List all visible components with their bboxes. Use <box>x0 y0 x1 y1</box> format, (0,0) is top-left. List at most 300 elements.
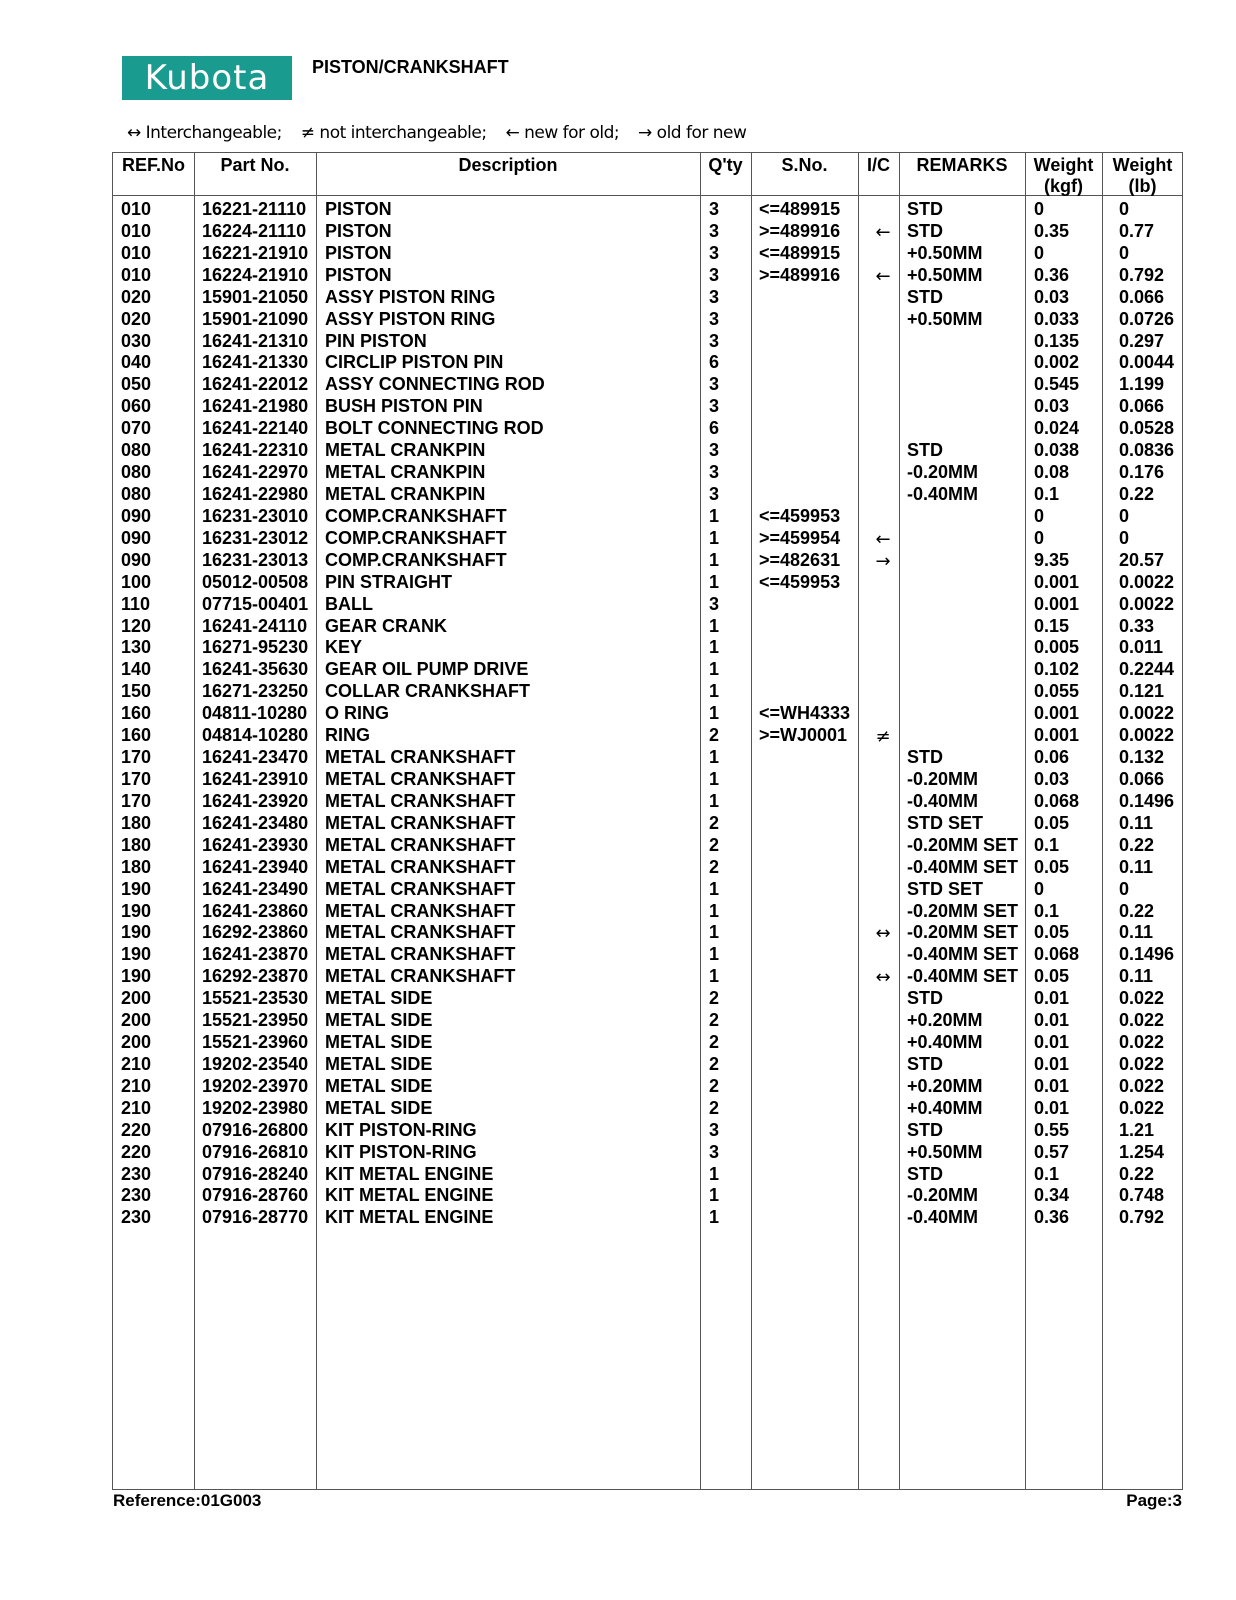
remarks-cell: +0.20MM <box>907 1010 983 1031</box>
weight-lb-cell: 0.011 <box>1119 637 1164 658</box>
qty-cell: 2 <box>709 1032 720 1053</box>
description-cell: COMP.CRANKSHAFT <box>325 505 507 526</box>
table-row <box>113 987 1182 1009</box>
ref-no-cell: 150 <box>121 681 152 702</box>
ref-no-cell: 040 <box>121 352 152 373</box>
weight-lb-cell: 0.1496 <box>1119 944 1175 965</box>
weight-lb-cell: 0.022 <box>1119 1097 1165 1118</box>
qty-cell: 3 <box>709 396 720 417</box>
weight-kgf-cell: 0 <box>1034 199 1045 219</box>
weight-kgf-cell: 0.01 <box>1034 1075 1070 1096</box>
description-cell: METAL SIDE <box>325 1010 433 1031</box>
description-cell: KIT PISTON-RING <box>325 1119 477 1140</box>
weight-lb-cell: 0.77 <box>1119 220 1155 241</box>
weight-kgf-cell: 0.001 <box>1034 593 1080 614</box>
qty-cell: 3 <box>709 483 720 504</box>
description-cell: METAL SIDE <box>325 988 433 1009</box>
description-cell: O RING <box>325 703 390 724</box>
table-row <box>113 242 1182 264</box>
table-row <box>113 461 1182 483</box>
interchange-cell: ↔ <box>875 967 891 989</box>
table-row <box>113 1163 1182 1185</box>
remarks-cell: -0.40MM SET <box>907 944 1019 965</box>
weight-lb-cell: 0.121 <box>1119 681 1165 702</box>
qty-cell: 1 <box>709 944 720 965</box>
ref-no-cell: 010 <box>121 242 152 263</box>
weight-lb-cell: 0.0044 <box>1119 352 1175 373</box>
qty-cell: 3 <box>709 1119 720 1140</box>
weight-kgf-cell: 0.033 <box>1034 308 1080 329</box>
parts-table <box>112 152 1183 1490</box>
ref-no-cell: 070 <box>121 418 152 439</box>
ref-no-cell: 200 <box>121 1032 152 1053</box>
part-no-cell: 04811-10280 <box>202 703 308 724</box>
table-row <box>113 615 1182 637</box>
weight-kgf-cell: 9.35 <box>1034 549 1070 570</box>
weight-lb-cell: 0.022 <box>1119 988 1165 1009</box>
part-no-cell: 16241-23860 <box>202 900 309 921</box>
table-row <box>113 286 1182 308</box>
ref-no-cell: 160 <box>121 703 152 724</box>
weight-kgf-cell: 0.024 <box>1034 418 1080 439</box>
weight-kgf-cell: 0 <box>1034 527 1045 548</box>
part-no-cell: 16241-23470 <box>202 747 309 768</box>
legend-interchangeable: ↔ Interchangeable; <box>127 123 282 143</box>
description-cell: KIT METAL ENGINE <box>325 1163 494 1184</box>
part-no-cell: 16241-23870 <box>202 944 309 965</box>
description-cell: METAL CRANKSHAFT <box>325 944 516 965</box>
part-no-cell: 07715-00401 <box>202 593 309 614</box>
table-row <box>113 220 1182 242</box>
ref-no-cell: 100 <box>121 571 152 592</box>
description-cell: BUSH PISTON PIN <box>325 396 483 417</box>
remarks-cell: +0.50MM <box>907 242 983 263</box>
weight-lb-cell: 0.22 <box>1119 483 1155 504</box>
part-no-cell: 16241-23920 <box>202 790 309 811</box>
serial-no-cell: >=489916 <box>759 264 841 285</box>
description-cell: CIRCLIP PISTON PIN <box>325 352 504 373</box>
serial-no-cell: >=489916 <box>759 220 841 241</box>
interchange-cell: ← <box>875 528 891 550</box>
ref-no-cell: 200 <box>121 988 152 1009</box>
weight-kgf-cell: 0.1 <box>1034 900 1060 921</box>
table-row <box>113 373 1182 395</box>
weight-kgf-cell: 0 <box>1034 505 1045 526</box>
weight-lb-cell: 0.0022 <box>1119 703 1175 724</box>
remarks-cell: -0.20MM SET <box>907 834 1019 855</box>
part-no-cell: 15521-23960 <box>202 1032 309 1053</box>
weight-lb-cell: 0.11 <box>1119 812 1154 833</box>
weight-kgf-cell: 0.545 <box>1034 374 1080 395</box>
weight-kgf-cell: 0.1 <box>1034 834 1060 855</box>
weight-kgf-cell: 0.01 <box>1034 1097 1070 1118</box>
weight-kgf-cell: 0.34 <box>1034 1185 1070 1206</box>
weight-lb-cell: 0.0726 <box>1119 308 1175 329</box>
part-no-cell: 07916-28760 <box>202 1185 309 1206</box>
part-no-cell: 16221-21110 <box>202 199 307 219</box>
weight-lb-cell: 0.022 <box>1119 1032 1165 1053</box>
qty-cell: 3 <box>709 286 720 307</box>
table-row <box>113 1031 1182 1053</box>
table-row <box>113 1206 1182 1228</box>
part-no-cell: 15521-23530 <box>202 988 309 1009</box>
page-title: PISTON/CRANKSHAFT <box>312 57 509 77</box>
table-row <box>113 330 1182 352</box>
weight-kgf-cell: 0.05 <box>1034 966 1070 987</box>
qty-cell: 6 <box>709 352 720 373</box>
weight-lb-cell: 0.2244 <box>1119 659 1175 680</box>
weight-lb-cell: 0.0528 <box>1119 418 1175 439</box>
weight-kgf-cell: 0.03 <box>1034 396 1070 417</box>
qty-cell: 1 <box>709 505 720 526</box>
ref-no-cell: 090 <box>121 505 152 526</box>
weight-lb-cell: 0.792 <box>1119 1207 1165 1228</box>
remarks-cell: STD <box>907 440 943 461</box>
description-cell: METAL CRANKSHAFT <box>325 790 516 811</box>
kubota-logo: Kubota <box>122 56 292 100</box>
table-row <box>113 746 1182 768</box>
interchange-cell: ← <box>875 221 891 243</box>
remarks-cell: +0.40MM <box>907 1032 983 1053</box>
ref-no-cell: 020 <box>121 286 152 307</box>
table-row <box>113 724 1182 746</box>
description-cell: METAL CRANKSHAFT <box>325 966 516 987</box>
interchange-legend <box>127 123 760 143</box>
table-row <box>113 483 1182 505</box>
serial-no-cell: >=WJ0001 <box>759 725 848 746</box>
part-no-cell: 16221-21910 <box>202 242 309 263</box>
ref-no-cell: 180 <box>121 834 152 855</box>
part-no-cell: 16241-21980 <box>202 396 309 417</box>
table-row <box>113 593 1182 615</box>
weight-kgf-cell: 0 <box>1034 242 1045 263</box>
ref-no-cell: 080 <box>121 440 152 461</box>
description-cell: PISTON <box>325 220 392 241</box>
ref-no-cell: 010 <box>121 264 152 285</box>
part-no-cell: 16292-23870 <box>202 966 309 987</box>
weight-lb-cell: 0.11 <box>1119 966 1154 987</box>
ref-no-cell: 190 <box>121 922 152 943</box>
qty-cell: 2 <box>709 725 720 746</box>
description-cell: BALL <box>325 593 373 614</box>
weight-kgf-cell: 0.36 <box>1034 264 1070 285</box>
qty-cell: 3 <box>709 462 720 483</box>
qty-cell: 6 <box>709 418 720 439</box>
weight-lb-cell: 0 <box>1119 505 1130 526</box>
description-cell: METAL CRANKPIN <box>325 483 486 504</box>
weight-lb-cell: 0.22 <box>1119 900 1155 921</box>
description-cell: ASSY PISTON RING <box>325 286 496 307</box>
part-no-cell: 16241-23480 <box>202 812 309 833</box>
ref-no-cell: 060 <box>121 396 152 417</box>
remarks-cell: -0.40MM <box>907 1207 979 1228</box>
table-row <box>113 527 1182 549</box>
ref-no-cell: 210 <box>121 1097 152 1118</box>
weight-lb-cell: 0.11 <box>1119 856 1154 877</box>
weight-kgf-cell: 0.1 <box>1034 483 1060 504</box>
table-row <box>113 571 1182 593</box>
qty-cell: 2 <box>709 1053 720 1074</box>
serial-no-cell: <=WH4333 <box>759 703 851 724</box>
remarks-cell: STD <box>907 747 943 768</box>
remarks-cell: -0.40MM <box>907 483 979 504</box>
ref-no-cell: 020 <box>121 308 152 329</box>
weight-kgf-cell: 0.05 <box>1034 922 1070 943</box>
weight-lb-cell: 0.22 <box>1119 834 1155 855</box>
description-cell: METAL SIDE <box>325 1053 433 1074</box>
table-row <box>113 198 1182 220</box>
ref-no-cell: 230 <box>121 1163 152 1184</box>
ref-no-cell: 230 <box>121 1185 152 1206</box>
description-cell: METAL CRANKSHAFT <box>325 900 516 921</box>
table-row <box>113 878 1182 900</box>
weight-kgf-cell: 0.01 <box>1034 1010 1070 1031</box>
part-no-cell: 19202-23540 <box>202 1053 309 1074</box>
remarks-cell: -0.20MM SET <box>907 922 1019 943</box>
description-cell: METAL CRANKSHAFT <box>325 922 516 943</box>
weight-lb-cell: 0.0022 <box>1119 593 1175 614</box>
serial-no-cell: >=459954 <box>759 527 841 548</box>
qty-cell: 3 <box>709 374 720 395</box>
ref-no-cell: 050 <box>121 374 152 395</box>
header-description: Description <box>458 155 558 175</box>
part-no-cell: 16231-23010 <box>202 505 309 526</box>
table-row <box>113 900 1182 922</box>
part-no-cell: 16241-22970 <box>202 462 309 483</box>
qty-cell: 1 <box>709 615 720 636</box>
weight-kgf-cell: 0.102 <box>1034 659 1080 680</box>
ref-no-cell: 210 <box>121 1053 152 1074</box>
ref-no-cell: 190 <box>121 878 152 899</box>
description-cell: KIT PISTON-RING <box>325 1141 477 1162</box>
qty-cell: 1 <box>709 1185 720 1206</box>
qty-cell: 3 <box>709 440 720 461</box>
part-no-cell: 16241-22140 <box>202 418 309 439</box>
qty-cell: 2 <box>709 834 720 855</box>
remarks-cell: +0.50MM <box>907 308 983 329</box>
weight-kgf-cell: 0.55 <box>1034 1119 1070 1140</box>
remarks-cell: STD <box>907 220 943 241</box>
description-cell: COLLAR CRANKSHAFT <box>325 681 530 702</box>
weight-kgf-cell: 0.36 <box>1034 1207 1070 1228</box>
legend-not-interchangeable: ≠ not interchangeable; <box>300 123 487 143</box>
qty-cell: 3 <box>709 1141 720 1162</box>
qty-cell: 3 <box>709 199 720 219</box>
ref-no-cell: 010 <box>121 199 152 219</box>
table-row <box>113 943 1182 965</box>
description-cell: PISTON <box>325 264 392 285</box>
ref-no-cell: 210 <box>121 1075 152 1096</box>
remarks-cell: -0.40MM <box>907 790 979 811</box>
weight-kgf-cell: 0.35 <box>1034 220 1070 241</box>
qty-cell: 3 <box>709 220 720 241</box>
qty-cell: 3 <box>709 264 720 285</box>
weight-lb-cell: 0.066 <box>1119 768 1165 789</box>
part-no-cell: 16241-22310 <box>202 440 309 461</box>
remarks-cell: STD <box>907 1119 943 1140</box>
legend-new-for-old: ← new for old; <box>505 123 620 143</box>
table-row <box>113 856 1182 878</box>
qty-cell: 1 <box>709 703 720 724</box>
weight-kgf-cell: 0.038 <box>1034 440 1080 461</box>
description-cell: METAL CRANKSHAFT <box>325 856 516 877</box>
ref-no-cell: 140 <box>121 659 152 680</box>
table-row <box>113 658 1182 680</box>
table-row <box>113 1119 1182 1141</box>
description-cell: METAL CRANKSHAFT <box>325 878 516 899</box>
weight-kgf-cell: 0.1 <box>1034 1163 1060 1184</box>
weight-kgf-cell: 0.068 <box>1034 790 1080 811</box>
weight-lb-cell: 0.22 <box>1119 1163 1155 1184</box>
part-no-cell: 15901-21090 <box>202 308 309 329</box>
table-row <box>113 308 1182 330</box>
ref-no-cell: 180 <box>121 812 152 833</box>
remarks-cell: +0.50MM <box>907 1141 983 1162</box>
ref-no-cell: 130 <box>121 637 152 658</box>
qty-cell: 2 <box>709 988 720 1009</box>
description-cell: ASSY PISTON RING <box>325 308 496 329</box>
remarks-cell: -0.20MM SET <box>907 900 1019 921</box>
part-no-cell: 16241-24110 <box>202 615 308 636</box>
serial-no-cell: <=459953 <box>759 505 841 526</box>
ref-no-cell: 170 <box>121 747 152 768</box>
weight-kgf-cell: 0.57 <box>1034 1141 1070 1162</box>
table-row <box>113 264 1182 286</box>
weight-kgf-cell: 0.08 <box>1034 462 1070 483</box>
weight-kgf-cell: 0.01 <box>1034 988 1070 1009</box>
description-cell: GEAR OIL PUMP DRIVE <box>325 659 529 680</box>
part-no-cell: 16241-23910 <box>202 768 309 789</box>
remarks-cell: STD SET <box>907 878 984 899</box>
table-row <box>113 351 1182 373</box>
weight-kgf-cell: 0.01 <box>1034 1032 1070 1053</box>
weight-kgf-cell: 0.15 <box>1034 615 1070 636</box>
header-qty: Q'ty <box>708 155 743 175</box>
weight-kgf-cell: 0.135 <box>1034 330 1080 351</box>
part-no-cell: 16241-21330 <box>202 352 309 373</box>
weight-lb-cell: 0 <box>1119 199 1130 219</box>
qty-cell: 1 <box>709 747 720 768</box>
weight-lb-cell: 0.022 <box>1119 1075 1165 1096</box>
table-row <box>113 1097 1182 1119</box>
part-no-cell: 04814-10280 <box>202 725 309 746</box>
interchange-cell: → <box>875 550 891 572</box>
table-row <box>113 636 1182 658</box>
header-sno: S.No. <box>781 155 828 175</box>
remarks-cell: STD <box>907 286 943 307</box>
ref-no-cell: 110 <box>121 593 151 614</box>
remarks-cell: STD SET <box>907 812 984 833</box>
description-cell: GEAR CRANK <box>325 615 448 636</box>
table-body <box>113 198 1182 1228</box>
ref-no-cell: 030 <box>121 330 152 351</box>
remarks-cell: -0.20MM <box>907 1185 979 1206</box>
description-cell: METAL CRANKSHAFT <box>325 747 516 768</box>
description-cell: COMP.CRANKSHAFT <box>325 549 507 570</box>
part-no-cell: 16231-23012 <box>202 527 309 548</box>
weight-lb-cell: 0.0022 <box>1119 725 1175 746</box>
weight-lb-cell: 0 <box>1119 242 1130 263</box>
qty-cell: 1 <box>709 659 720 680</box>
part-no-cell: 16241-23490 <box>202 878 309 899</box>
reference-code: Reference:01G003 <box>113 1491 262 1510</box>
table-row <box>113 702 1182 724</box>
qty-cell: 1 <box>709 900 720 921</box>
description-cell: PISTON <box>325 199 392 219</box>
weight-lb-cell: 1.199 <box>1119 374 1165 395</box>
ref-no-cell: 170 <box>121 768 152 789</box>
table-row <box>113 505 1182 527</box>
part-no-cell: 15521-23950 <box>202 1010 309 1031</box>
interchange-cell: ≠ <box>875 726 891 748</box>
weight-lb-cell: 0.066 <box>1119 396 1165 417</box>
qty-cell: 1 <box>709 1163 720 1184</box>
part-no-cell: 07916-26810 <box>202 1141 309 1162</box>
qty-cell: 1 <box>709 922 720 943</box>
qty-cell: 1 <box>709 1207 720 1228</box>
part-no-cell: 16231-23013 <box>202 549 309 570</box>
remarks-cell: +0.20MM <box>907 1075 983 1096</box>
qty-cell: 3 <box>709 593 720 614</box>
weight-kgf-cell: 0.001 <box>1034 571 1080 592</box>
ref-no-cell: 170 <box>121 790 152 811</box>
description-cell: METAL CRANKSHAFT <box>325 812 516 833</box>
ref-no-cell: 230 <box>121 1207 152 1228</box>
table-row <box>113 1141 1182 1163</box>
weight-kgf-cell: 0.05 <box>1034 856 1070 877</box>
weight-kgf-cell: 0.055 <box>1034 681 1080 702</box>
qty-cell: 2 <box>709 1097 720 1118</box>
weight-kgf-cell: 0.03 <box>1034 286 1070 307</box>
header-part: Part No. <box>220 155 290 175</box>
qty-cell: 3 <box>709 242 720 263</box>
weight-lb-cell: 0.022 <box>1119 1010 1165 1031</box>
qty-cell: 2 <box>709 812 720 833</box>
qty-cell: 1 <box>709 790 720 811</box>
qty-cell: 2 <box>709 1075 720 1096</box>
weight-lb-cell: 0.132 <box>1119 747 1165 768</box>
description-cell: METAL CRANKPIN <box>325 462 486 483</box>
qty-cell: 1 <box>709 768 720 789</box>
weight-lb-cell: 1.254 <box>1119 1141 1165 1162</box>
description-cell: KEY <box>325 637 363 658</box>
header-weight-lb: Weight (lb) <box>1112 155 1173 196</box>
weight-lb-cell: 0 <box>1119 527 1130 548</box>
remarks-cell: -0.20MM <box>907 462 979 483</box>
description-cell: METAL SIDE <box>325 1097 433 1118</box>
ref-no-cell: 200 <box>121 1010 152 1031</box>
weight-lb-cell: 0.176 <box>1119 462 1165 483</box>
weight-lb-cell: 0.11 <box>1119 922 1154 943</box>
remarks-cell: +0.40MM <box>907 1097 983 1118</box>
ref-no-cell: 220 <box>121 1119 152 1140</box>
legend-old-for-new: → old for new <box>638 123 747 143</box>
part-no-cell: 07916-28240 <box>202 1163 309 1184</box>
weight-kgf-cell: 0.001 <box>1034 725 1080 746</box>
remarks-cell: -0.20MM <box>907 768 979 789</box>
table-row <box>113 680 1182 702</box>
ref-no-cell: 080 <box>121 462 152 483</box>
remarks-cell: -0.40MM SET <box>907 966 1019 987</box>
ref-no-cell: 090 <box>121 527 152 548</box>
part-no-cell: 16271-95230 <box>202 637 309 658</box>
description-cell: ASSY CONNECTING ROD <box>325 374 545 395</box>
qty-cell: 1 <box>709 527 720 548</box>
part-no-cell: 16292-23860 <box>202 922 309 943</box>
ref-no-cell: 180 <box>121 856 152 877</box>
table-row <box>113 768 1182 790</box>
part-no-cell: 19202-23980 <box>202 1097 309 1118</box>
